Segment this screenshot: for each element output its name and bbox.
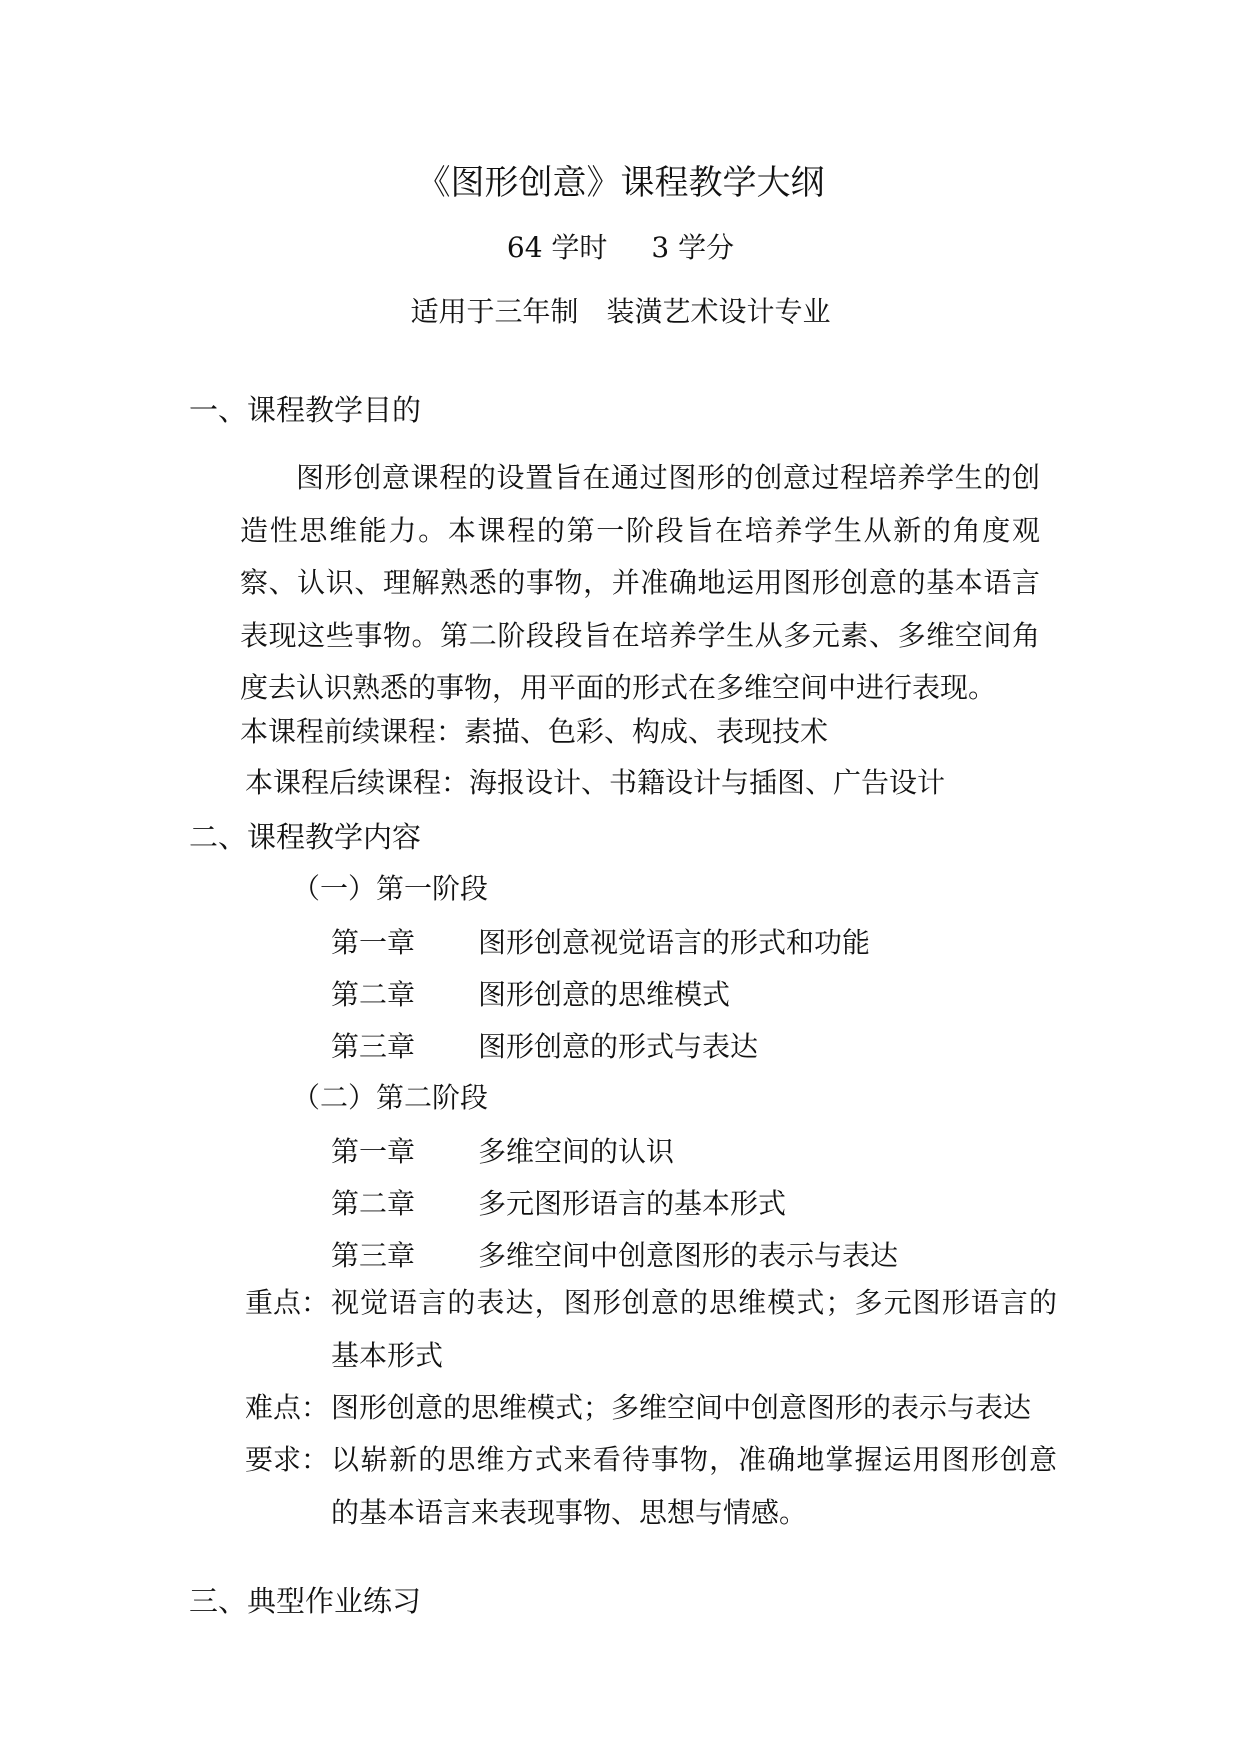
chapter-number: 第一章	[331, 926, 416, 959]
difficulties-text: 图形创意的思维模式；多维空间中创意图形的表示与表达	[331, 1391, 1032, 1424]
chapter-number: 第二章	[331, 978, 416, 1011]
prerequisite-courses: 本课程前续课程：素描、色彩、构成、表现技术	[240, 715, 829, 748]
course-meta	[0, 231, 1241, 264]
difficulties-label: 难点：	[245, 1391, 330, 1424]
section-heading-objectives: 一、课程教学目的	[189, 393, 422, 427]
key-points-label: 重点：	[245, 1286, 330, 1319]
stage-one-label: （一）第一阶段	[292, 872, 489, 905]
chapter-number: 第三章	[331, 1239, 416, 1272]
chapter-number: 第二章	[331, 1187, 416, 1220]
requirements-block	[245, 1434, 1057, 1539]
chapter-title: 多维空间中创意图形的表示与表达	[478, 1239, 899, 1272]
requirements-label: 要求：	[245, 1443, 330, 1476]
document-title: 《图形创意》课程教学大纲	[416, 163, 825, 203]
key-points-block	[245, 1277, 1057, 1382]
applicable-program: 适用于三年制	[410, 295, 579, 328]
requirements-text: 以崭新的思维方式来看待事物，准确地掌握运用图形创意的基本语言来表现事物、思想与情感。	[331, 1443, 1057, 1529]
difficulties-block	[245, 1382, 1057, 1435]
objectives-paragraph: 图形创意课程的设置旨在通过图形的创意过程培养学生的创造性思维能力。本课程的第一阶段旨在培养学生从新的角度观察、认识、理解熟悉的事物，并准确地运用图形创意的基本语言表现这些事物。第二阶段段旨在培养学生从多元素、多维空间角度去认识熟悉的事物，用平面的形式在多维空间中进行表现。	[240, 461, 1040, 704]
stage-two-label: （二）第二阶段	[292, 1081, 489, 1114]
chapter-title: 图形创意的形式与表达	[478, 1030, 759, 1063]
applicable-major: 装潢艺术设计专业	[606, 295, 831, 328]
course-credits: 3 学分	[651, 231, 735, 264]
key-points-text: 视觉语言的表达，图形创意的思维模式；多元图形语言的基本形式	[331, 1286, 1057, 1372]
course-hours: 64 学时	[506, 231, 608, 264]
chapter-number: 第三章	[331, 1030, 416, 1063]
chapter-title: 多维空间的认识	[478, 1135, 675, 1168]
section-heading-exercises: 三、典型作业练习	[189, 1584, 422, 1618]
section-heading-content: 二、课程教学内容	[189, 820, 422, 854]
course-applicability	[0, 295, 1241, 328]
chapter-number: 第一章	[331, 1135, 416, 1168]
chapter-title: 图形创意视觉语言的形式和功能	[478, 926, 871, 959]
chapter-title: 多元图形语言的基本形式	[478, 1187, 787, 1220]
followup-courses: 本课程后续课程：海报设计、书籍设计与插图、广告设计	[245, 766, 946, 799]
chapter-title: 图形创意的思维模式	[478, 978, 731, 1011]
